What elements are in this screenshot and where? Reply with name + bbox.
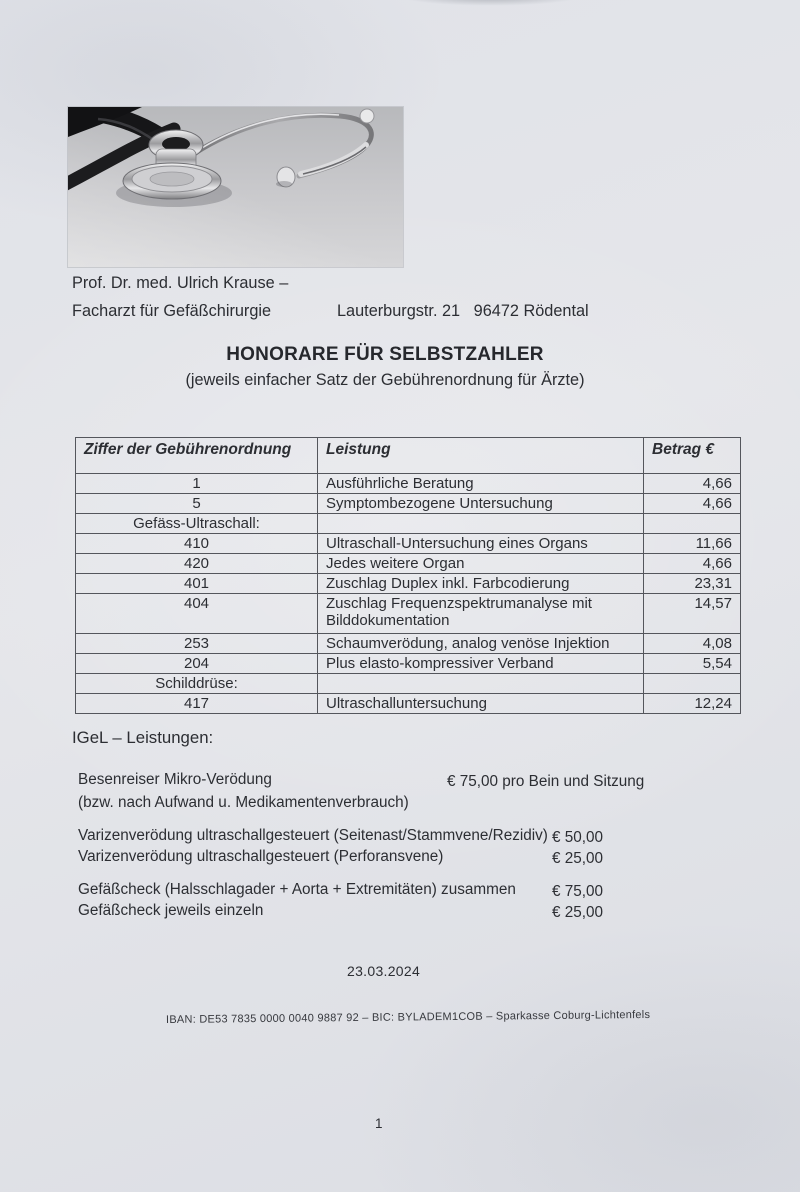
leistung-cell: Ultraschalluntersuchung [318,694,644,714]
table-row [76,594,741,634]
betrag-cell: 4,66 [644,474,741,494]
table-row [76,474,741,494]
table-row [76,694,741,714]
igel-item-note [78,793,760,812]
page-subtitle: (jeweils einfacher Satz der Gebührenordnung für Ärzte) [185,371,585,389]
igel-item-label: (bzw. nach Aufwand u. Medikamentenverbrauch) [78,794,409,811]
igel-item-price: € 25,00 [552,904,604,921]
betrag-cell: 23,31 [644,574,741,594]
table-row [76,554,741,574]
betrag-cell [644,674,741,694]
table-row [76,574,741,594]
igel-item [78,826,760,845]
betrag-cell: 5,54 [644,654,741,674]
leistung-cell: Jedes weitere Organ [318,554,644,574]
doctor-name: Prof. Dr. med. Ulrich Krause – [72,274,289,292]
table-row [76,634,741,654]
ziffer-cell: 410 [76,534,318,554]
igel-item-label: Varizenverödung ultraschallgesteuert (Perforansvene) [78,848,444,865]
igel-item-price: € 75,00 [552,883,604,900]
table-row [76,494,741,514]
betrag-cell: 12,24 [644,694,741,714]
ziffer-cell: 401 [76,574,318,594]
col-header-betrag: Betrag € [644,438,741,474]
igel-item-price: € 50,00 [552,829,604,846]
igel-item [78,880,760,899]
ziffer-cell: 1 [76,474,318,494]
ziffer-cell: 417 [76,694,318,714]
col-header-ziffer: Ziffer der Gebührenordnung [76,438,318,474]
leistung-cell [318,514,644,534]
table-section-row [76,674,741,694]
page-title: HONORARE FÜR SELBSTZAHLER [226,344,544,365]
leistung-cell: Symptombezogene Untersuchung [318,494,644,514]
igel-item-price: € 25,00 [552,850,604,867]
ziffer-cell: 420 [76,554,318,574]
betrag-cell: 4,08 [644,634,741,654]
doctor-specialty: Facharzt für Gefäßchirurgie [72,302,272,320]
letterhead [72,273,288,293]
fee-table [75,437,741,714]
bank-details-line: IBAN: DE53 7835 0000 0040 9887 92 – BIC: BYLADEM1COB – Sparkasse Coburg-Lichtenfels [165,1008,651,1026]
igel-item-label: Gefäßcheck (Halsschlagader + Aorta + Extremitäten) zusammen [78,881,516,898]
table-row [76,534,741,554]
practice-address: Lauterburgstr. 21 96472 Rödental [337,302,589,320]
leistung-cell: Schaumverödung, analog venöse Injektion [318,634,644,654]
igel-item-label: Varizenverödung ultraschallgesteuert (Seitenast/Stammvene/Rezidiv) [78,827,548,844]
stethoscope-photo [68,107,403,267]
igel-item [78,770,760,789]
leistung-cell [318,674,644,694]
igel-item-label: Gefäßcheck jeweils einzeln [78,902,264,919]
igel-item [78,901,760,920]
ziffer-cell: 253 [76,634,318,654]
betrag-cell [644,514,741,534]
betrag-cell: 4,66 [644,554,741,574]
igel-item-price: € 75,00 pro Bein und Sitzung [447,773,645,790]
betrag-cell: 14,57 [644,594,741,634]
leistung-cell: Ausführliche Beratung [318,474,644,494]
ziffer-cell: 204 [76,654,318,674]
section-label-cell: Schilddrüse: [76,674,318,694]
leistung-cell: Zuschlag Frequenzspektrumanalyse mit Bilddokumentation [318,594,644,634]
section-label-cell: Gefäss-Ultraschall: [76,514,318,534]
ziffer-cell: 404 [76,594,318,634]
leistung-cell: Zuschlag Duplex inkl. Farbcodierung [318,574,644,594]
betrag-cell: 4,66 [644,494,741,514]
table-row [76,654,741,674]
igel-heading: IGeL – Leistungen: [72,728,214,747]
leistung-cell: Plus elasto-kompressiver Verband [318,654,644,674]
igel-item [78,847,760,866]
igel-item-label: Besenreiser Mikro-Verödung [78,771,272,788]
col-header-leistung: Leistung [318,438,644,474]
leistung-cell: Ultraschall-Untersuchung eines Organs [318,534,644,554]
document-date: 23.03.2024 [347,963,421,979]
betrag-cell: 11,66 [644,534,741,554]
table-section-row [76,514,741,534]
page-number: 1 [375,1116,383,1131]
fee-table-header-row [76,438,741,474]
ziffer-cell: 5 [76,494,318,514]
